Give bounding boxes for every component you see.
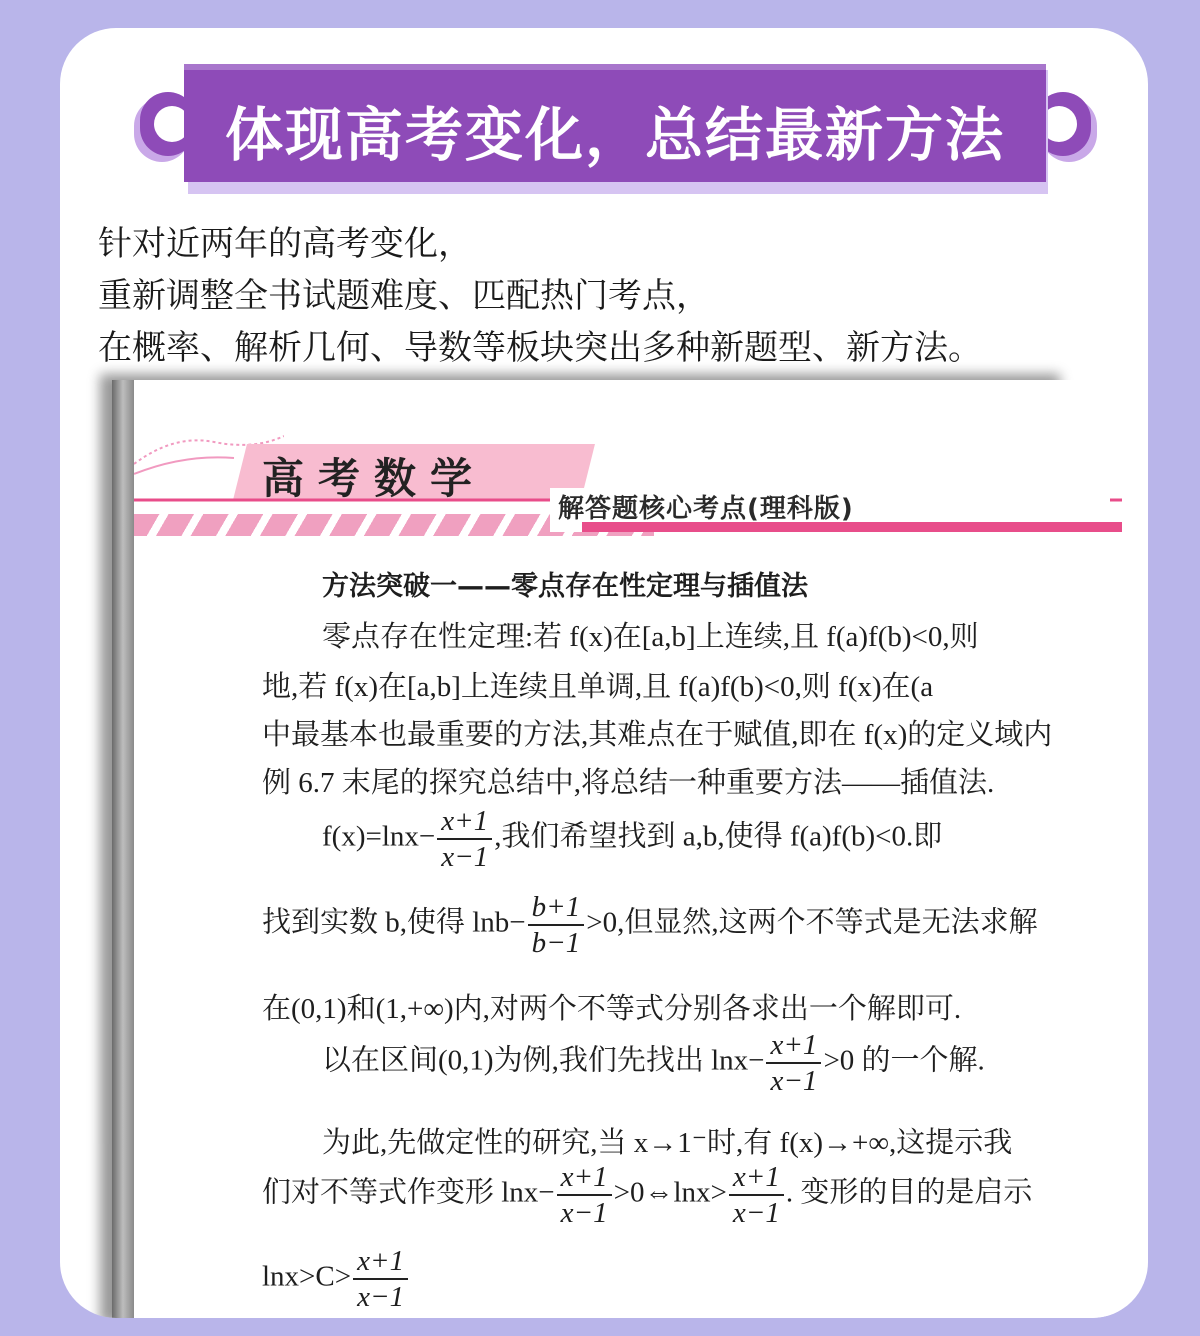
formula-text: 们对不等式作变形 lnx− [262, 1176, 555, 1209]
paragraph-line: 为此,先做定性的研究,当 x→1⁻时,有 f(x)→+∞,这提示我 [322, 1127, 1013, 1159]
formula-text: f(x)=lnx− [322, 820, 436, 853]
paragraph-line: 例 6.7 末尾的探究总结中,将总结一种重要方法——插值法. [262, 767, 995, 799]
fraction-numerator: x+1 [353, 1244, 408, 1280]
paragraph-line: 中最基本也最重要的方法,其难点在于赋值,即在 f(x)的定义域内 [262, 719, 1053, 751]
intro-text [98, 218, 1138, 374]
title-banner [60, 64, 1148, 194]
content-card [60, 28, 1148, 1318]
formula-text: lnx>C> [262, 1260, 352, 1293]
section-heading: 方法突破一——零点存在性定理与插值法 [322, 571, 808, 602]
paragraph-line-formula [262, 890, 1038, 960]
formula-text: 以在区间(0,1)为例,我们先找出 lnx− [322, 1044, 765, 1077]
formula-text: >0,但显然,这两个不等式是无法求解 [586, 906, 1038, 939]
intro-line-2: 重新调整全书试题难度、匹配热门考点， [98, 276, 710, 316]
fraction-numerator: x+1 [557, 1160, 612, 1196]
banner-bar [184, 64, 1046, 182]
book-header-subtitle: 解答题核心考点(理科版) [558, 494, 854, 524]
paragraph-line-formula [262, 1244, 410, 1314]
formula-text: 找到实数 b,使得 lnb− [262, 906, 526, 939]
fraction-denominator: x−1 [357, 1281, 405, 1313]
fraction-denominator: x−1 [560, 1197, 608, 1229]
formula-text: . 变形的目的是启示 [785, 1176, 1033, 1209]
paragraph-line-formula [262, 1160, 1032, 1230]
fraction-denominator: b−1 [531, 927, 581, 959]
fraction-numerator: x+1 [437, 804, 492, 840]
intro-line-3: 在概率、解析几何、导数等板块突出多种新题型、新方法。 [98, 328, 982, 368]
paragraph-line-formula [322, 1028, 985, 1098]
paragraph-line: 在(0,1)和(1,+∞)内,对两个不等式分别各求出一个解即可. [262, 993, 962, 1025]
formula-text: >0⇔lnx> [613, 1176, 727, 1209]
fraction [353, 1244, 408, 1314]
banner-title: 体现高考变化，总结最新方法 [224, 101, 1005, 169]
fraction [437, 804, 492, 874]
fraction-numerator: x+1 [766, 1028, 821, 1064]
fraction [557, 1160, 612, 1230]
fraction-numerator: b+1 [528, 890, 585, 926]
fraction [528, 890, 585, 960]
fraction-numerator: x+1 [729, 1160, 784, 1196]
book-binding [112, 380, 134, 1318]
fraction-denominator: x−1 [441, 841, 489, 873]
paragraph-line: 地,若 f(x)在[a,b]上连续且单调,且 f(a)f(b)<0,则 f(x)在(a [262, 671, 934, 703]
formula-text: >0 的一个解. [823, 1044, 985, 1077]
book-page-image [112, 380, 1122, 1318]
fraction [766, 1028, 821, 1098]
paragraph-line-formula [322, 804, 942, 874]
book-header-title: 高考数学 [262, 454, 487, 503]
formula-text: ,我们希望找到 a,b,使得 f(a)f(b)<0.即 [494, 820, 943, 853]
intro-line-1: 针对近两年的高考变化， [98, 224, 472, 264]
paragraph-line: 零点存在性定理:若 f(x)在[a,b]上连续,且 f(a)f(b)<0,则 [322, 621, 979, 653]
fraction [729, 1160, 784, 1230]
fraction-denominator: x−1 [770, 1065, 818, 1097]
fraction-denominator: x−1 [732, 1197, 780, 1229]
